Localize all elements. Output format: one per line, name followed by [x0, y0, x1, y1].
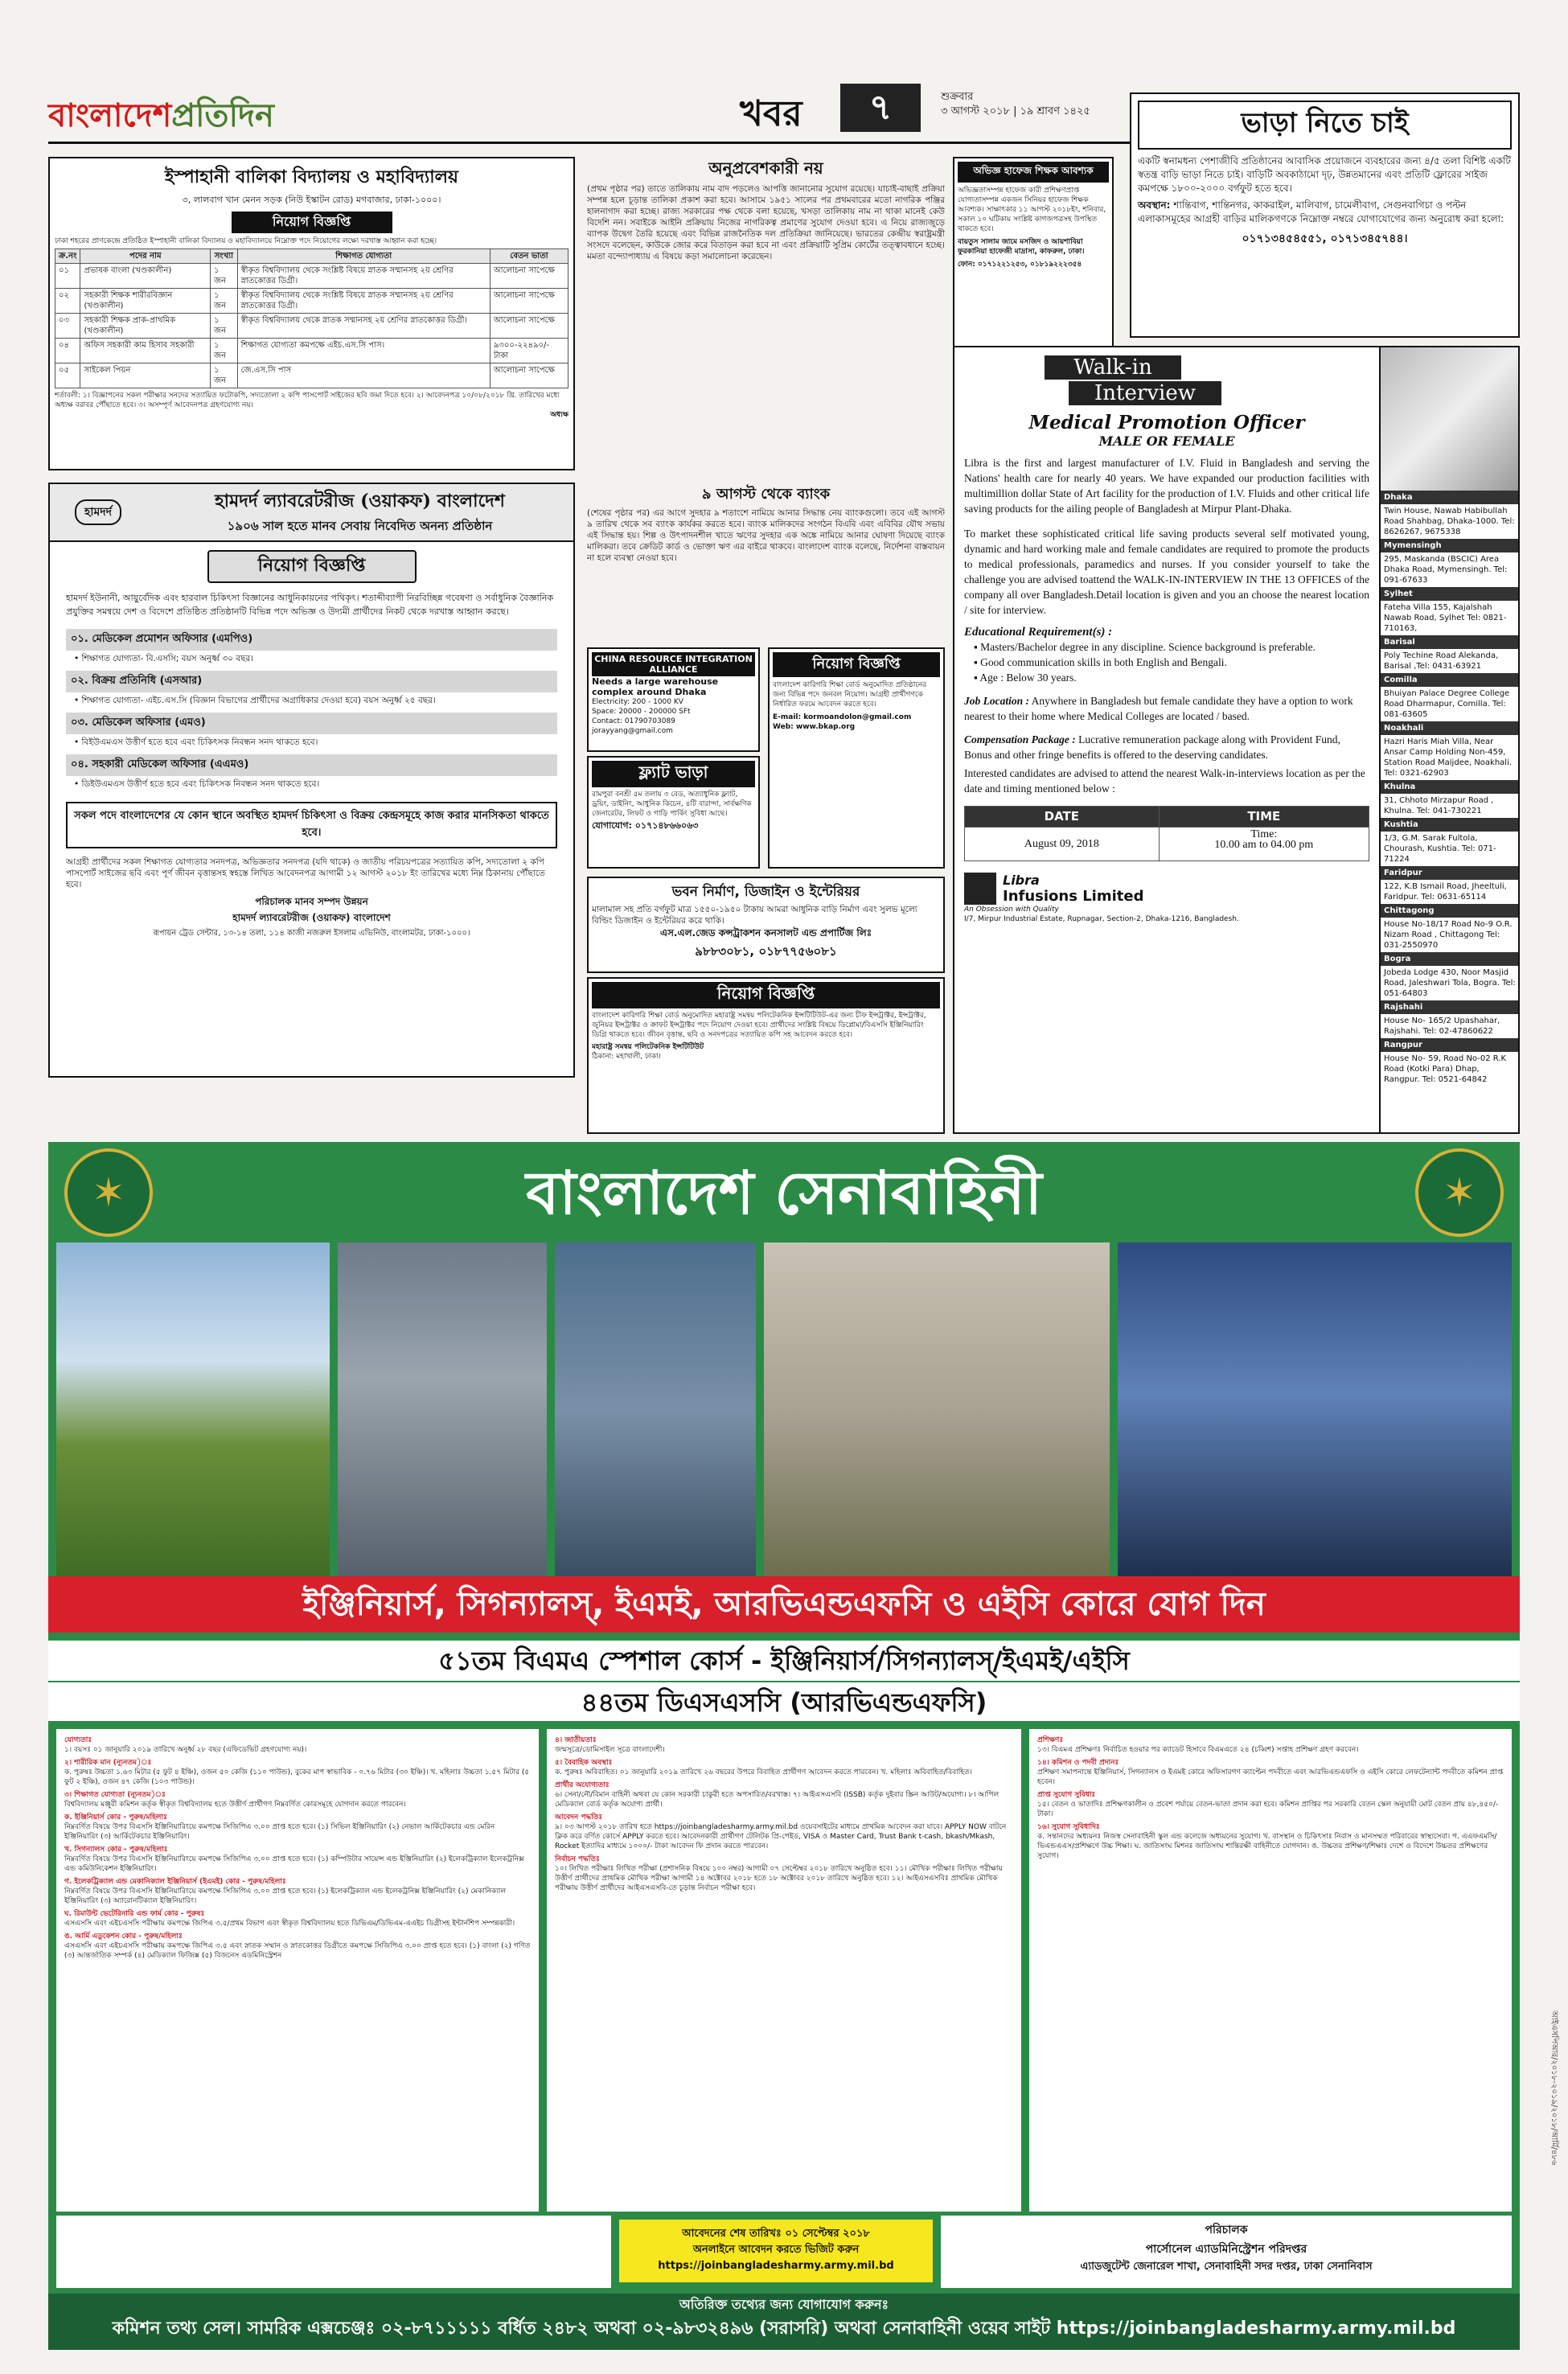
rent-ad [1130, 92, 1520, 338]
cell: ০১ [55, 264, 80, 289]
sign-dept: পার্সোনেল এ্যাডমিনিস্ট্রেশন পরিদপ্তর [1145, 2243, 1307, 2256]
news-body: (শেষের পৃষ্ঠার পর) এর আগে সুদহার ৯ শতাংশে নামিয়ে আনার সিদ্ধান্ত নেয় ব্যাংকগুলো। তবে এই আগস্ট ৯ তারিখ থেকে সব ব্যাংক কার্যকর করতে হবে। ব্যাংক মালিকদের সংগঠন বিএবি এবং এবিবির যৌথ সভায় এই সিদ্ধান্ত হয়। শিল্প ও উৎপাদনশীল খাতে ঋণের সুদহার এক অঙ্কে নামিয়ে আনার ঘোষণা দিয়েছে ব্যাংক মালিকরা। তবে ক্রেডিট কার্ড ও ভোক্তা ঋণ এর বাইরে থাকবে। বাংলাদেশ ব্যাংক বলেছে, নির্দেশনা বাস্তবায়ন না হলে ব্যবস্থা নেওয়া হবে। [587, 508, 945, 563]
comp-heading: Compensation Package : [964, 733, 1076, 745]
hamdard-notice: নিয়োগ বিজ্ঞপ্তি [207, 550, 417, 583]
hamdard-body: হামদর্দ ইউনানী, আয়ুর্বেদিক এবং হারবাল চিকিৎসা বিজ্ঞানের আধুনিকায়নের পথিকৃৎ। শতাব্দীব্যাপী নিরবিচ্ছিন্ন গবেষণা ও সর্বাধুনিক বৈজ্ঞানিক প্রযুক্তির সমন্বয়ে দেশ ও বিদেশে প্রতিষ্ঠিত প্রতিষ্ঠানটি বিভিন্ন পদে অভিজ্ঞ ও উদ্যমী প্রার্থীদের নিকট থেকে দরখাস্ত আহ্বান করছে। [66, 593, 554, 617]
libra-ad [953, 346, 1520, 1134]
post-detail: • শিক্ষাগত যোগ্যতা- বি.এসসি; বয়স অনুর্ধ্ব ৩০ বছর। [74, 654, 254, 663]
req-text: ৬। সেনা/নৌ/বিমান বাহিনী অথবা যে কোন সরকারী চাকুরী হতে অপসারিত/বরখাস্ত। ৭। আইএসএসবি (ISSB) কর্তৃক দুইবার স্ক্রিন আউট/অযোগ্য। ৮। আপিল মেডিক্যাল বোর্ড কর্তৃক অযোগ্য প্রার্থী। [555, 1791, 999, 1809]
req-heading: ৫। বৈবাহিক অবস্থাঃ [555, 1759, 613, 1767]
china-name: CHINA RESOURCE INTEGRATION ALLIANCE [592, 652, 755, 676]
hamdard-logo: হামদর্দ [75, 499, 121, 525]
news-bank [587, 483, 945, 643]
army-emblem-left-icon: ✶ [64, 1148, 153, 1237]
office-address: Hazri Haris Miah Villa, Near Ansar Camp Holding Non-459, Station Road Maijdee, Noakhali. Tel: 0321-62903 [1384, 737, 1513, 778]
section-title: খবর [740, 93, 802, 134]
office-city: Rangpur [1381, 1038, 1520, 1052]
cell: ১ জন [211, 314, 237, 339]
req-heading: ঘ. রিমাউন্ট ভেটেরিনারি এন্ড ফার্ম কোর - পুরুষঃ [64, 1910, 205, 1918]
ispahani-notes: শর্তাবলী: ১। বিজ্ঞাপনের সকল পরীক্ষার সনদের সত্যায়িত ফটোকপি, সদ্যতোলা ২ কপি পাসপোর্ট সাইজের ছবি জমা দিতে হবে। ২। আবেদনপত্র ১০/০৮/২০১৮ খ্রি. তারিখের মধ্যে অধ্যক্ষ বরাবর পৌঁছাতে হবে। ৩। অসম্পূর্ণ আবেদনপত্র গ্রহণযোগ্য নয়। [55, 392, 560, 409]
cell: সহকারী শিক্ষক শারীরবিজ্ঞান (খণ্ডকালীন) [80, 289, 211, 314]
cell: জে.এস.সি পাস [237, 363, 490, 388]
col-sl: ক্র.নং [55, 249, 80, 264]
req-text: ১। বয়সঃ ০১ জানুয়ারি ২০১৯ তারিখে অনুর্ধ্ব ২৮ বছর (এফিডেভিট গ্রহণযোগ্য নয়)। [64, 1746, 307, 1754]
bkap-email: E-mail: kormoandolon@gmail.com [773, 713, 912, 721]
bkap-ad [768, 647, 945, 869]
location-heading: Job Location : [964, 695, 1029, 707]
office-address: House No-18/17 Road No-9 O.R. Nizam Road , Chittagong Tel: 031-2550970 [1384, 920, 1513, 950]
edu-text: Age : Below 30 years. [979, 672, 1077, 684]
office-address: Bhuiyan Palace Degree College Road Dharmapur, Comilla. Tel: 081-63605 [1384, 689, 1510, 719]
flat-body: রামপুরা বনশ্রী ৫ম তলায় ৩ বেড, অত্যাধুনিক ফ্ল্যাট, ড্রয়িং, ডাইনিং, আধুনিক কিচেন, ৪টি বারান্দা, সার্বক্ষণিক জেনারেটর, লিফট ও গাড়ি পার্কিং সুবিধা আছে। [592, 791, 752, 818]
interview-schedule [964, 806, 1369, 861]
polytechnic-addr: ঠিকানা: মহাখালী, ঢাকা। [592, 1053, 661, 1061]
office-city: Comilla [1381, 673, 1520, 687]
req-text: নিম্নবর্ণিত বিষয়ে উপর বিএসসি ইঞ্জিনিয়ারিংয়ে কমপক্ষে সিজিপিএ ৩.০০ প্রাপ্ত হতে হবে। (১) সিভিল ইঞ্জিনিয়ারিং (২) নেভাল আর্কিটেকচার এন্ড মেরিন ইঞ্জিনিয়ারিং (৩) আর্কিটেকচার ইঞ্জিনিয়ারিং। [64, 1823, 495, 1841]
req-heading: প্রাপ্ত সুযোগ সুবিধাঃ [1037, 1791, 1096, 1799]
cell: ০২ [55, 289, 80, 314]
req-text: নিম্নবর্ণিত বিষয়ে উপর বিএসসি ইঞ্জিনিয়ারিংয়ে কমপক্ষে সিজিপিএ ৩.০০ প্রাপ্ত হতে হবে। (১) ইলেকট্রিক্যাল এন্ড ইলেকট্রনিক্স ইঞ্জিনিয়ারিং (২) মেকানিক্যাল ইঞ্জিনিয়ারিং (৩) অ্যারোনটিক্যাল ইঞ্জিনিয়ারিং। [64, 1887, 507, 1905]
office-address: 295, Maskanda (BSCIC) Area Dhaka Road, Mymensingh. Tel: 091-67633 [1384, 555, 1508, 585]
req-text: জন্মসূত্রে/ডোমিসাইল সূত্রে বাংলাদেশী। [555, 1746, 665, 1754]
cell: আলোচনা সাপেক্ষে [490, 314, 568, 339]
post-detail: • শিক্ষাগত যোগ্যতা- এইচ.এস.সি (বিজ্ঞান বিভাগের প্রার্থীদের অগ্রাধিকার দেওয়া হবে) বয়স অনুর্ধ্ব ২৫ বছর। [74, 696, 436, 705]
cell: সহকারী শিক্ষক প্রাক-প্রাথমিক (খণ্ডকালীন) [80, 314, 211, 339]
req-heading: ক. ইঞ্জিনিয়ার্স কোর - পুরুষ/মহিলাঃ [64, 1813, 167, 1822]
logo-part-b: প্রতিদিন [171, 97, 274, 134]
hamdard-tagline: ১৯০৬ সাল হতে মানব সেবায় নিবেদিত অনন্য প্রতিষ্ঠান [227, 519, 493, 533]
weekday: শুক্রবার [941, 91, 974, 103]
cell: প্রভাষক বাংলা (খণ্ডকালীন) [80, 264, 211, 289]
col-salary: বেতন ভাতা [490, 249, 568, 264]
table-row [55, 314, 569, 339]
office-address: House No- 165/2 Upashahar, Rajshahi. Tel: 02-47860622 [1384, 1017, 1500, 1036]
col-count: সংখ্যা [211, 249, 237, 264]
deadline-text: আবেদনের শেষ তারিখঃ ০১ সেপ্টেম্বর ২০১৮ [682, 2228, 870, 2240]
polytechnic-ad [587, 977, 945, 1134]
req-text: ১৩। বিএমএ প্রশিক্ষণঃ নির্বাচিত হওয়ার পর ক্যাডেট হিসাবে বিএমএতে ২৪ (চব্বিশ) সপ্তাহ প্রশিক্ষণ গ্রহণ করবেন। [1037, 1746, 1359, 1754]
office-address: 122, K.B Ismail Road, Jheeltuli, Faridpur. Tel: 0631-65114 [1384, 882, 1507, 902]
req-heading: ১৬। সুযোগ সুবিধাদিঃ [1037, 1823, 1100, 1831]
req-text: ক. পুরুষঃ অবিবাহিত। ০১ জানুয়ারি ২০১৯ তারিখে ২৬ বছরের উপরে বিবাহিত প্রার্থীগণ আবেদন করতে পারবেন। খ. মহিলাঃ অবিবাহিত/বিবাহিত। [555, 1768, 972, 1776]
office-address: Jobeda Lodge 430, Noor Masjid Road, Jaleshwari Tola, Bogra. Tel: 051-64803 [1384, 968, 1516, 998]
req-text: বিশ্ববিদ্যালয় মঞ্জুরী কমিশন কর্তৃক স্বীকৃত বিশ্ববিদ্যালয় হতে উত্তীর্ণ প্রার্থীগণ নিম্নবর্ণিত কোরসমূহে যোগদান করতে পারবেন। [64, 1801, 406, 1809]
china-spec1: Electricity: 200 - 1000 KV [592, 698, 683, 706]
contact-label: অতিরিক্ত তথ্যের জন্য যোগাযোগ করুনঃ [679, 2297, 889, 2312]
cell: স্বীকৃত বিশ্ববিদ্যালয় থেকে সংশ্লিষ্ট বিষয়ে স্নাতক সম্মানসহ ২য় শ্রেণির স্নাতকোত্তর ডিগ্রী। [237, 289, 490, 314]
time-label: Time: [1250, 828, 1278, 840]
req-text: ক. সন্তানদের অধ্যয়নঃ নিজস্ব সেনাবাহিনী স্কুল এন্ড কলেজে অধ্যয়নের সুযোগ। খ. বাসস্থান ও চিকিৎসাঃ নিবাস ও মানসম্মত পরিবারের স্বাস্থ্যসেবা। গ. এএফএমসি/ভিএন্ডএএস/প্রশিক্ষণে উচ্চ শিক্ষা। ঘ. জাতিসংঘ মিশনঃ জাতিসংঘ শান্তিরক্ষী বাহিনীতে যোগদান। ঙ. উচ্চতর প্রশিক্ষণ/শিক্ষাঃ দেশে ও বিদেশে উচ্চতর প্রশিক্ষণের সুযোগ। [1037, 1833, 1497, 1860]
office-city: Barisal [1381, 635, 1520, 649]
edu-item: ▪ Age : Below 30 years. [974, 672, 1077, 684]
req-heading: খ. সিগন্যালস কোর - পুরুষ/মহিলাঃ [64, 1846, 168, 1854]
edu-item: ▪ Good communication skills in both English and Bengali. [974, 656, 1227, 668]
req-text: ক. পুরুষঃ উচ্চতা ১.৬৩ মিটার (৫ ফুট ৪ ইঞ্চি), ওজন ৫০ কেজি (১১০ পাউন্ড), বুকের মাপ স্বাভাবিক - ০.৭৬ মিটার (৩০ ইঞ্চি)। খ. মহিলাঃ উচ্চতা ১.৫৭ মিটার (৫ ফুট ২ ইঞ্চি), ওজন ৪৭ কেজি (১০৩ পাউন্ড)। [64, 1768, 530, 1786]
office-address: Poly Techine Road Alekanda, Barisal ,Tel: 0431-63921 [1384, 651, 1499, 671]
office-city: Sylhet [1381, 587, 1520, 601]
rent-area-label: অবস্থান: [1138, 199, 1171, 211]
cell: স্বীকৃত বিশ্ববিদ্যালয় থেকে সংশ্লিষ্ট বিষয়ে স্নাতক সম্মানসহ ২য় শ্রেণির স্নাতকোত্তর ডিগ্রী। [237, 264, 490, 289]
ispahani-notice: নিয়োগ বিজ্ঞপ্তি [232, 212, 392, 233]
cell: স্বীকৃত বিশ্ববিদ্যালয় থেকে স্নাতক সম্মানসহ ২য় শ্রেণির স্নাতকোত্তর ডিগ্রী। [237, 314, 490, 339]
visit-text: অনলাইনে আবেদন করতে ভিজিট করুন [692, 2244, 860, 2256]
req-heading: আবেদন পদ্ধতিঃ [555, 1813, 603, 1822]
req-heading: নির্বাচন পদ্ধতিঃ [555, 1855, 600, 1863]
office-photo [1381, 347, 1520, 491]
table-row [55, 264, 569, 289]
rent-title: ভাড়া নিতে চাই [1138, 101, 1512, 150]
col-post: পদের নাম [80, 249, 211, 264]
construction-phone: ৯৮৮৩০৮১, ০১৮৭৭৫৬০৮১ [695, 944, 837, 959]
req-heading: প্রশিক্ষণঃ [1037, 1736, 1064, 1744]
photo-horse-riding [56, 1242, 330, 1580]
china-spec2: Space: 20000 - 200000 SFt [592, 708, 691, 716]
req-heading: গ. ইলেকট্রিক্যাল এন্ড মেকানিক্যাল ইঞ্জিনিয়ার্স (ইএমই) কোর - পুরুষ/মহিলাঃ [64, 1878, 286, 1886]
libra-logo-icon [964, 873, 996, 905]
flat-title: ফ্ল্যাট ভাড়া [592, 761, 755, 787]
req-heading: ১৪। কমিশন ও পদবী প্রদানঃ [1037, 1759, 1119, 1767]
req-heading: ৩। শিক্ষাগত যোগ্যতা (ন্যূনতম)ঃ [64, 1791, 166, 1799]
req-text: এসএসসি এবং এইচএসসি পরীক্ষায় কমপক্ষে জিপিএ ৩.৫/প্রথম বিভাগ এবং স্বীকৃত বিশ্ববিদ্যালয় হতে ডিভিএম/ডিভিএম-এএইচ ডিগ্রীসহ ইন্টার্নশিপ সম্পন্নকারী। [64, 1920, 515, 1928]
edu-text: Good communication skills in both English and Bengali. [980, 656, 1227, 668]
cell: আলোচনা সাপেক্ষে [490, 289, 568, 314]
hafez-phone: ফোন: ০১৭১২২১২৫৩, ০১৮১৯২২২৩৫৪ [958, 261, 1082, 269]
libra-slogan: An Obsession with Quality [964, 906, 1059, 914]
time-range: 10.00 am to 04.00 pm [1214, 839, 1314, 851]
libra-logo-sub: Infusions Limited [1003, 888, 1144, 905]
news-headline: ৯ আগস্ট থেকে ব্যাংক [701, 486, 831, 503]
edu-item: ▪ Masters/Bachelor degree in any discipline. Science background is preferable. [974, 641, 1316, 653]
office-address: Fateha Villa 155, Kajalshah Nawab Road, Sylhet Tel: 0821-710163, [1384, 603, 1507, 633]
walkin-label: Walk-in [1045, 355, 1181, 380]
office-city: Faridpur [1381, 866, 1520, 880]
post-title: ০২. বিক্রয় প্রতিনিধি (এসআর) [66, 671, 557, 692]
cell: আলোচনা সাপেক্ষে [490, 363, 568, 388]
req-heading: ঙ. আর্মি এডুকেশন কোর - পুরুষ/মহিলাঃ [64, 1932, 183, 1941]
polytechnic-title: নিয়োগ বিজ্ঞপ্তি [592, 982, 940, 1008]
date-text: ৩ আগস্ট ২০১৮ | ১৯ শ্রাবণ ১৪২৫ [941, 105, 1090, 117]
rent-area: শান্তিবাগ, শান্তিনগর, কাকরাইল, মালিবাগ, চামেলীবাগ, সেগুনবাগিচা ও পল্টন এলাকাসমূহের আগ্রহী বাড়ির মালিকগণকে নিম্নোক্ত নম্বরে যোগাযোগের জন্য অনুরোধ করা হলো: [1138, 199, 1504, 224]
req-heading: ৪। জাতীয়তাঃ [555, 1736, 597, 1744]
rent-body: একটি স্বনামধন্য পেশাজীবি প্রতিষ্ঠানের আবাসিক প্রয়োজনে ব্যবহারের জন্য ৪/৫ তলা বিশিষ্ট একটি স্বতন্ত্র বাড়ি ভাড়া নিতে চাই। বাড়িটি অবকাঠামো দৃঢ়, উন্নতমানের এবং প্রতিটি ফ্লোরের সাইজ কমপক্ষে ১৮০০-২০০০ বর্গফুট হতে হবে। [1138, 155, 1511, 194]
post-title: ০৩. মেডিকেল অফিসার (এমও) [66, 713, 557, 734]
req-text: প্রশিক্ষণ সমাপনান্তে ইঞ্জিনিয়ার্স, সিগন্যালস ও ইএমই কোরে অফিসারগণ ক্যাপ্টেন পদবীতে এবং আরভিএন্ডএফসি ও এইসি কোরে লেফটেন্যান্ট পদবীতে কমিশন প্রাপ্ত হবেন। [1037, 1768, 1504, 1786]
side-code: আইএসপিআর/২০১৮-২০১৯/২০১৮/আর্মি/৪৮৬ [1550, 2011, 1558, 2166]
ispahani-address: ৩, লালবাগ খান মেনন সড়ক (নিউ ইস্কাটন রোড) মগবাজার, ঢাকা-১০০০। [182, 195, 441, 205]
china-email: jorayyang@gmail.com [592, 727, 673, 735]
army-title: বাংলাদেশ সেনাবাহিনী [526, 1159, 1042, 1228]
cell: ১ জন [211, 289, 237, 314]
army-col-training [1029, 1729, 1512, 2212]
interview-date: August 09, 2018 [965, 828, 1160, 861]
cell: ০৫ [55, 363, 80, 388]
hafez-title: অভিজ্ঞ হাফেজ শিক্ষক আবশ্যক [958, 162, 1109, 183]
army-col-apply [547, 1729, 1021, 2212]
post-name: Medical Promotion Officer [1028, 412, 1305, 433]
news-anuprobeshkari [587, 157, 945, 478]
apply-url[interactable]: https://joinbangladesharmy.army.mil.bd [658, 2260, 894, 2272]
table-row [55, 339, 569, 363]
cell: শিক্ষাগত যোগ্যতা কমপক্ষে এইচ.এস.সি পাস। [237, 339, 490, 363]
office-address: Twin House, Nawab Habibullah Road Shahbag, Dhaka-1000. Tel: 8626267, 9675338 [1384, 507, 1515, 536]
edu-text: Masters/Bachelor degree in any discipline. Science background is preferable. [980, 641, 1316, 653]
post-detail: • বিইউএমএস উত্তীর্ণ হতে হবে এবং চিকিৎসক নিবন্ধন সনদ থাকতে হবে। [74, 737, 318, 747]
req-text: নিম্নবর্ণিত বিষয়ে উপর বিএসসি ইঞ্জিনিয়ারিংয়ে কমপক্ষে সিজিপিএ ৩.০০ প্রাপ্ত হতে হবে। (১) কম্পিউটার সায়েন্স এন্ড ইঞ্জিনিয়ারিং (২) ইলেকট্রিক্যাল ইলেকট্রনিক্স এন্ড কমিউনিকেশন ইঞ্জিনিয়ারিং। [64, 1855, 524, 1873]
china-contact: Contact: 01790703089 [592, 717, 675, 725]
news-body: (প্রথম পৃষ্ঠার পর) তাতে তালিকায় নাম বাদ পড়লেও আপত্তি জানানোর সুযোগ রয়েছে। যাচাই-বাছাই প্রক্রিয়া সম্পন্ন হলে চূড়ান্ত তালিকা প্রকাশ করা হবে। আসামে ১৯৫১ সালের পর প্রথমবারের মতো নাগরিক পঞ্জির হালনাগাদ করা হচ্ছে। রাজ্য সরকারের পক্ষ থেকে বলা হয়েছে, খসড়া তালিকায় নাম না থাকা মানেই কেউ বিদেশি নন। সবাইকে আইনি প্রক্রিয়ায় নিজের নাগরিকত্ব প্রমাণের সুযোগ দেওয়া হবে। এ নিয়ে রাজ্যজুড়ে ব্যাপক উদ্বেগ তৈরি হয়েছে এবং বিভিন্ন রাজনৈতিক দল প্রতিক্রিয়া জানিয়েছে। ভারতের কেন্দ্রীয় স্বরাষ্ট্রমন্ত্রী সংসদে বলেছেন, কাউকে জোর করে বিতাড়ন করা হবে না এবং প্রক্রিয়াটি সুপ্রিম কোর্টের তত্ত্বাবধানে হচ্ছে। মমতা বন্দ্যোপাধ্যায় এ বিষয়ে কড়া সমালোচনা করেছেন। [587, 184, 945, 261]
bkap-title: নিয়োগ বিজ্ঞপ্তি [773, 652, 940, 677]
cell: ১ জন [211, 339, 237, 363]
cell: ০৩ [55, 314, 80, 339]
libra-intro: Libra is the first and largest manufacturer of I.V. Fluid in Bangladesh and serving the Nations' health care for nearly 40 years. We have expanded our production facilities with multimillion dollar State of Art facility for the production of I.V. Fluids and other critical life saving products for the ailing people of Bangladesh at Mirpur Plant-Dhaka. [964, 457, 1369, 515]
office-city: Chittagong [1381, 904, 1520, 918]
army-emblem-right-icon: ✶ [1415, 1148, 1504, 1237]
hamdard-posts [50, 618, 573, 799]
req-heading: ২। শারীরিক মান (ন্যূনতম)ঃ [64, 1759, 152, 1767]
army-headline: ইঞ্জিনিয়ার্স, সিগন্যালস্, ইএমই, আরভিএন্ডএফসি ও এইসি কোরে যোগ দিন [48, 1576, 1520, 1633]
comp-text: Lucrative remuneration package along with Provident Fund, Bonus and other fringe benefits is offered to the deserving candidates. [964, 733, 1340, 761]
hamdard-sign2: হামদর্দ ল্যাবরেটরীজ (ওয়াকফ) বাংলাদেশ [232, 912, 391, 923]
flat-phone: যোগাযোগ: ০১৭১৪৮৬৬০৬৩ [592, 820, 699, 831]
req-text: এসএসসি এবং এইচএসসি পরীক্ষায় কমপক্ষে জিপিএ ৩.৫ এবং স্নাতক সম্মান ও স্নাতকোত্তর ডিগ্রীতে কমপক্ষে সিজিপিএ ৩.০০ প্রাপ্ত হতে হবে। (১) বাংলা (২) গণিত (৩) আন্তর্জাতিক সম্পর্ক (৪) মেডিক্যাল ফিজিক্স (৫) বিজনেস এডমিনিস্ট্রেশন [64, 1942, 531, 1960]
hamdard-addr: রূপায়ন ট্রেড সেন্টার, ১৩-১৪ তলা, ১১৪ কাজী নজরুল ইসলাম এভিনিউ, বাংলামটর, ঢাকা-১০০০। [153, 929, 470, 938]
time-header: TIME [1159, 807, 1369, 828]
req-text: ১৫। বেতন ও ভাতাদিঃ প্রশিক্ষণকালীন ও প্রবেশ পর্যায়ে বেতন-ভাতা প্রদান করা হবে। কমিশন প্রাপ্তির পর সরকারি বেতন স্কেল অনুযায়ী মোট বেতন প্রায় ৪৮,৪৫০/- টাকা। [1037, 1801, 1499, 1818]
newspaper-logo [48, 90, 274, 144]
office-city: Mymensingh [1381, 539, 1520, 552]
sign-title: পরিচালক [1205, 2224, 1248, 2236]
bkap-web: Web: www.bkap.org [773, 723, 856, 731]
post-detail: • ডিইউএমএস উত্তীর্ণ হতে হবে এবং চিকিৎসক নিবন্ধন সনদ থাকতে হবে। [74, 779, 320, 789]
ispahani-intro: ঢাকা শহরের প্রাণকেন্দ্রে প্রতিষ্ঠিত ইস্পাহানী বালিকা বিদ্যালয় ও মহাবিদ্যালয়ে নিম্নোক্ত পদে নিয়োগের লক্ষ্যে দরখাস্ত আহ্বান করা হচ্ছে। [55, 237, 437, 245]
photo-communications [1118, 1242, 1512, 1580]
army-course-2: ৪৪তম ডিএসএসসি (আরভিএন্ডএফসি) [48, 1681, 1520, 1721]
ispahani-sign: অধ্যক্ষ [550, 411, 569, 419]
hamdard-sign1: পরিচালক মানব সম্পদ উন্নয়ন [255, 896, 368, 907]
libra-market: To market these sophisticated critical life saving products several self motivated young, dynamic and hard working male and female candidates are required to promote the products to medical professionals, paramedics and nurses. If you consider yourself to take the challenge you are advised toattend the WALK-IN-INTERVIEW IN THE 13 OFFICES of the company all over Bangladesh.Detail location is given and you an choose the nearest location / site for interview. [964, 528, 1369, 616]
office-city: Khulna [1381, 780, 1520, 794]
cell: অফিস সহকারী কাম হিসাব সহকারী [80, 339, 211, 363]
location-text: Anywhere in Bangladesh but female candidate they have a option to work nearest to their home where Medical Colleges are located / based. [964, 695, 1353, 722]
libra-logo-name: Libra [1003, 873, 1040, 888]
china-need: Needs a large warehouse complex around Dhaka [592, 676, 719, 697]
office-city: Bogra [1381, 952, 1520, 966]
req-text: ১০। লিখিত পরীক্ষাঃ লিখিত পরীক্ষা (প্রশাসনিক বিষয়ে ১০০ নম্বর) আগামী ০৭ সেপ্টেম্বর ২০১৮ তারিখে অনুষ্ঠিত হবে। ১১। মৌখিক পরীক্ষাঃ লিখিত পরীক্ষায় উত্তীর্ণ প্রার্থীদের প্রাথমিক মৌখিক পরীক্ষা আগামী ১৪ অক্টোবর ২০১৮ হতে ১৮ অক্টোবর ২০১৮ তারিখে অনুষ্ঠিত হবে। ১২। আইএসএসবিঃ প্রাথমিক মৌখিক পরীক্ষায় উত্তীর্ণ প্রার্থীদের আইএসএসবি-তে চূড়ান্ত নির্বাচন পরীক্ষা হবে। [555, 1865, 1003, 1892]
ispahani-title: ইস্পাহানী বালিকা বিদ্যালয় ও মহাবিদ্যালয় [165, 166, 458, 187]
polytechnic-sign: মহারাষ্ট্র সমন্বয় পলিটেকনিক ইন্সটিটিউট [592, 1043, 704, 1051]
edu-heading: Educational Requirement(s) : [964, 626, 1113, 639]
hafez-body: অভিজ্ঞতাসম্পন্ন হাফেজ কারী প্রশিক্ষণপ্রাপ্ত যোগ্যতাসম্পন্ন একজন সিনিয়র হাফেজ শিক্ষক আবশ্যক। সাক্ষাৎকার ১১ আগস্ট ২০১৮ইং, শনিবার, সকাল ১০ ঘটিকায় সংশ্লিষ্ট কাগজপত্রসহ উপস্থিত থাকতে হবে। [958, 187, 1106, 233]
post-title: ০৪. সহকারী মেডিকেল অফিসার (এএমও) [66, 754, 557, 776]
cell: ১ জন [211, 363, 237, 388]
army-footer [48, 2294, 1520, 2350]
hamdard-name: হামদর্দ ল্যাবরেটরীজ (ওয়াকফ) বাংলাদেশ [215, 491, 505, 511]
hamdard-ad [48, 483, 575, 1078]
rent-phone: ০১৭১৩৪৫৪৫৫১, ০১৭১৩৪৫৭৪৪। [1242, 232, 1408, 245]
construction-body: মালামাল সহ প্রতি বর্গফুট মাত্র ১৫৫০-১৯৫০ টাকায় আমরা আধুনিক বাড়ি নির্মাণ এবং সুলভ মূল্যে বিল্ডিং ডিজাইন ও ইন্টেরিয়র করে থাকি। [592, 905, 917, 926]
office-city: Dhaka [1381, 491, 1520, 504]
army-signature [941, 2216, 1512, 2288]
date-header: DATE [965, 807, 1160, 828]
bkap-body: বাংলাদেশ কারিগরি শিক্ষা বোর্ড অনুমোদিত প্রতিষ্ঠানের জন্য বিভিন্ন পদে জনবল নিয়োগ। আগ্রহী প্রার্থীগণকে নির্ধারিত ফরমে আবেদন করতে হবে। [773, 681, 927, 709]
cell: ০৪ [55, 339, 80, 363]
office-city: Rajshahi [1381, 1000, 1520, 1014]
table-row [55, 289, 569, 314]
flat-ad [587, 756, 760, 869]
office-address: 1/3, G.M. Sarak Fultola, Chourash, Kushtia. Tel: 071-71224 [1384, 834, 1496, 864]
hafez-addr: বায়তুস সালাম জামে মসজিদ ও আয়শাবিয়া ফুরকানিয়া হাফেজী মাদ্রাসা, কাফরুল, ঢাকা। [958, 238, 1085, 256]
ispahani-ad [48, 157, 575, 470]
edu-list [964, 639, 1369, 685]
req-heading: যোগ্যতাঃ [64, 1736, 92, 1744]
req-text: ৯। ০৩ আগস্ট ২০১৮ তারিখ হতে https://joinbangladesharmy.army.mil.bd ওয়েবসাইটের মাধ্যমে প্রাথমিক আবেদন করা যাবে। APPLY NOW বাটনে ক্লিক করে বর্ণিত কোর্সে APPLY করতে হবে। আবেদনকারী প্রার্থীগণ টেলিটক প্রি-পেইড, VISA ও Master Card, Trust Bank t-cash, bkash/Mkash, Rocket ইত্যাদির মাধ্যমে ১০০০/- টাকা আবেদন ফি প্রদান করতে পারবেন। [555, 1823, 1007, 1850]
photo-un-mission [555, 1242, 756, 1580]
china-ad [587, 647, 760, 752]
hamdard-apply: আগ্রহী প্রার্থীদের সকল শিক্ষাগত যোগ্যতার সনদপত্র, অভিজ্ঞতার সনদপত্র (যদি থাকে) ও জাতীয় পরিচয়পত্রের সত্যায়িত কপি, সদ্যতোলা ২ কপি পাসপোর্ট সাইজের ছবি এবং পূর্ণ জীবন বৃত্তান্তসহ স্বহস্তে লিখিত আবেদনপত্র আগামী ১২ আগস্ট ২০১৮ ইং তারিখের মধ্যে নিম্ন ঠিকানায় পৌঁছাতে হবে। [66, 857, 545, 889]
deadline-box [619, 2220, 933, 2282]
office-city: Kushtia [1381, 818, 1520, 832]
cell: সাইকেল পিয়ন [80, 363, 211, 388]
office-address: House No- 59, Road No-02 R.K Road (Kotki Para) Dhap, Rangpur. Tel: 0521-64842 [1384, 1054, 1507, 1084]
interview-label: Interview [1069, 381, 1221, 405]
army-spacer-left [56, 2216, 611, 2288]
construction-company: এস.এল.জেড কন্সট্রাকশন কনসালট এন্ড প্রপার্টিজ লিঃ [659, 927, 872, 939]
table-row [55, 363, 569, 388]
libra-address: I/7, Mirpur Industrial Estate, Rupnagar, Section-2, Dhaka-1216, Bangladesh. [964, 915, 1239, 923]
req-heading: প্রার্থীর অযোগ্যতাঃ [555, 1781, 610, 1789]
army-col-eligibility [56, 1729, 539, 2212]
gender-label: MALE OR FEMALE [1098, 433, 1235, 449]
post-title: ০১. মেডিকেল প্রমোশন অফিসার (এমপিও) [66, 629, 557, 651]
ispahani-table [55, 248, 569, 388]
footer-text: কমিশন তথ্য সেল। সামরিক এক্সচেঞ্জঃ ০২-৮৭১১১১১ বর্ধিত ২৪৮২ অথবা ০২-৯৮৩২৪৯৬ (সরাসরি) অথবা সেনাবাহিনী ওয়েব সাইট https://joinbangladesharmy.army.mil.bd [112, 2319, 1456, 2339]
polytechnic-body: বাংলাদেশ কারিগরি শিক্ষা বোর্ড অনুমোদিত মহারাষ্ট্র সমন্বয় পলিটেকনিক ইন্সটিটিউট-এর জন্য চীফ ইন্সট্রাক্টর, ইন্সট্রাক্টর, জুনিয়র ইন্সট্রাক্টর ও ক্রাফট ইন্সট্রাক্টর পদে নিয়োগ দেওয়া হবে। প্রার্থীদের সংশ্লিষ্ট বিষয়ে ডিপ্লোমা/বিএসসি ইঞ্জিনিয়ারিং ডিগ্রি থাকতে হবে। জীবন বৃত্তান্ত, ছবি ও সনদপত্রের সত্যায়িত কপি সহ আবেদন করতে হবে। [592, 1012, 926, 1039]
news-headline: অনুপ্রবেশকারী নয় [708, 158, 823, 178]
hamdard-banner: সকল পদে বাংলাদেশের যে কোন স্থানে অবস্থিত হামদর্দ চিকিৎসা ও বিক্রয় কেন্দ্রসমূহে কাজ করার মানসিকতা থাকতে হবে। [66, 802, 557, 848]
logo-part-a: বাংলাদেশ [48, 97, 172, 134]
office-city: Noakhali [1381, 721, 1520, 735]
page-number: ৭ [840, 84, 921, 132]
construction-title: ভবন নির্মাণ, ডিজাইন ও ইন্টেরিয়র [671, 884, 860, 900]
photo-classroom [764, 1242, 1110, 1580]
interested-text: Interested candidates are advised to attend the nearest Walk-in-interviews location as per the date and timing mentioned below : [964, 767, 1365, 795]
cell: ১ জন [211, 264, 237, 289]
col-edu: শিক্ষাগত যোগ্যতা [237, 249, 490, 264]
sign-branch: এ্যাডজুটেন্ট জেনারেল শাখা, সেনাবাহিনী সদর দপ্তর, ঢাকা সেনানিবাস [1080, 2261, 1373, 2273]
issue-date [941, 90, 1090, 119]
office-address: 31, Chhoto Mirzapur Road , Khulna. Tel: 041-730221 [1384, 796, 1494, 815]
construction-ad [587, 877, 945, 973]
cell: ৯৩০০-২২৪৯০/- টাকা [490, 339, 568, 363]
army-course-1: ৫১তম বিএমএ স্পেশাল কোর্স - ইঞ্জিনিয়ার্স/সিগন্যালস্/ইএমই/এইসি [48, 1641, 1520, 1681]
photo-un-vehicle [338, 1242, 547, 1580]
cell: আলোচনা সাপেক্ষে [490, 264, 568, 289]
